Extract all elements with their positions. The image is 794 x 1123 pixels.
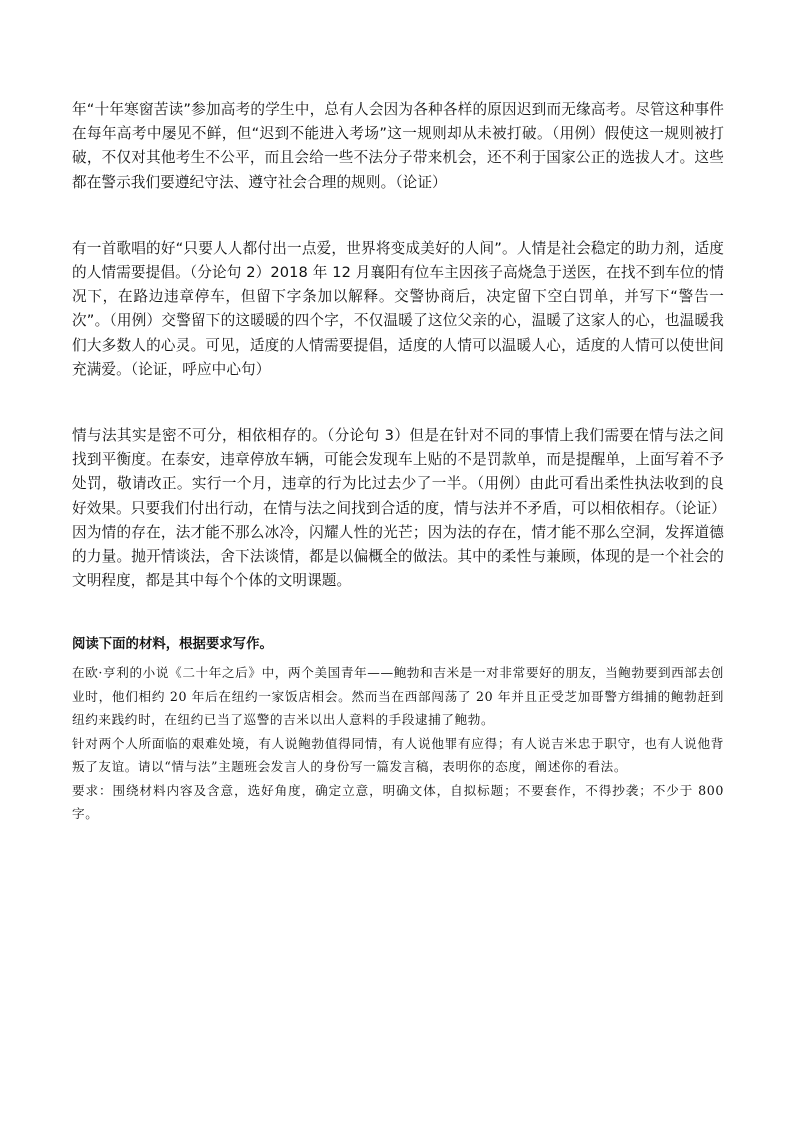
writing-prompt-requirements: 要求：围绕材料内容及含意，选好角度，确定立意，明确文体，自拟标题；不要套作，不得抄袭；不少于 800 字。 (72, 782, 724, 822)
writing-prompt-heading: 阅读下面的材料，根据要求写作。 (72, 637, 273, 653)
essay-paragraph-1: 年“十年寒窗苦读”参加高考的学生中，总有人会因为各种各样的原因迟到而无缘高考。尽管这种事件在每年高考中屡见不鲜，但“迟到不能进入考场”这一规则却从未被打破。（用例）假使这一规则被打破，不仅对其他考生不公平，而且会给一些不法分子带来机会，还不利于国家公正的选拔人才。这些都在警示我们要遵纪守法、遵守社会合理的规则。（论证） (72, 101, 724, 191)
essay-paragraph-2: 有一首歌唱的好“只要人人都付出一点爱，世界将变成美好的人间”。人情是社会稳定的助力剂，适度的人情需要提倡。（分论句 2）2018 年 12 月襄阳有位车主因孩子高烧急于送医，在找不到车位的情况下，在路边违章停车，但留下字条加以解释。交警协商后，决定留下空白罚单，并写下“警告一次”。（用例）交警留下的这暖暖的四个字，不仅温暖了这位父亲的心，温暖了这家人的心，也温暖我们大多数人的心灵。可见，适度的人情需要提倡，适度的人情可以温暖人心，适度的人情可以使世间充满爱。（论证，呼应中心句） (72, 239, 724, 378)
writing-prompt-task: 针对两个人所面临的艰难处境，有人说鲍勃值得同情，有人说他罪有应得；有人说吉米忠于职守，也有人说他背叛了友谊。请以“情与法”主题班会发言人的身份写一篇发言稿，表明你的态度，阐述你的看法。 (72, 735, 724, 775)
paragraph-gap (72, 195, 724, 237)
paragraph-gap (72, 382, 724, 424)
document-page (72, 98, 724, 826)
essay-paragraph-3: 情与法其实是密不可分，相依相存的。（分论句 3）但是在针对不同的事情上我们需要在情与法之间找到平衡度。在泰安，违章停放车辆，可能会发现车上贴的不是罚款单，而是提醒单，上面写着不予处罚，敬请改正。实行一个月，违章的行为比过去少了一半。（用例）由此可看出柔性执法收到的良好效果。只要我们付出行动，在情与法之间找到合适的度，情与法并不矛盾，可以相依相存。（论证） (72, 427, 726, 517)
writing-prompt-material: 在欧·亨利的小说《二十年之后》中，两个美国青年——鲍勃和吉米是一对非常要好的朋友，当鲍勃要到西部去创业时，他们相约 20 年后在纽约一家饭店相会。然而当在西部闯荡了 20 年并且正受芝加哥警方缉捕的鲍勃赶到纽约来践约时，在纽约已当了巡警的吉米以出人意料的手段逮捕了鲍勃。 (72, 665, 724, 728)
section-gap (72, 593, 724, 635)
essay-paragraph-4: 因为情的存在，法才能不那么冰冷，闪耀人性的光芒；因为法的存在，情才能不那么空洞，发挥道德的力量。抛开情谈法，舍下法谈情，都是以偏概全的做法。其中的柔性与兼顾，体现的是一个社会的文明程度，都是其中每个个体的文明课题。 (72, 523, 724, 590)
